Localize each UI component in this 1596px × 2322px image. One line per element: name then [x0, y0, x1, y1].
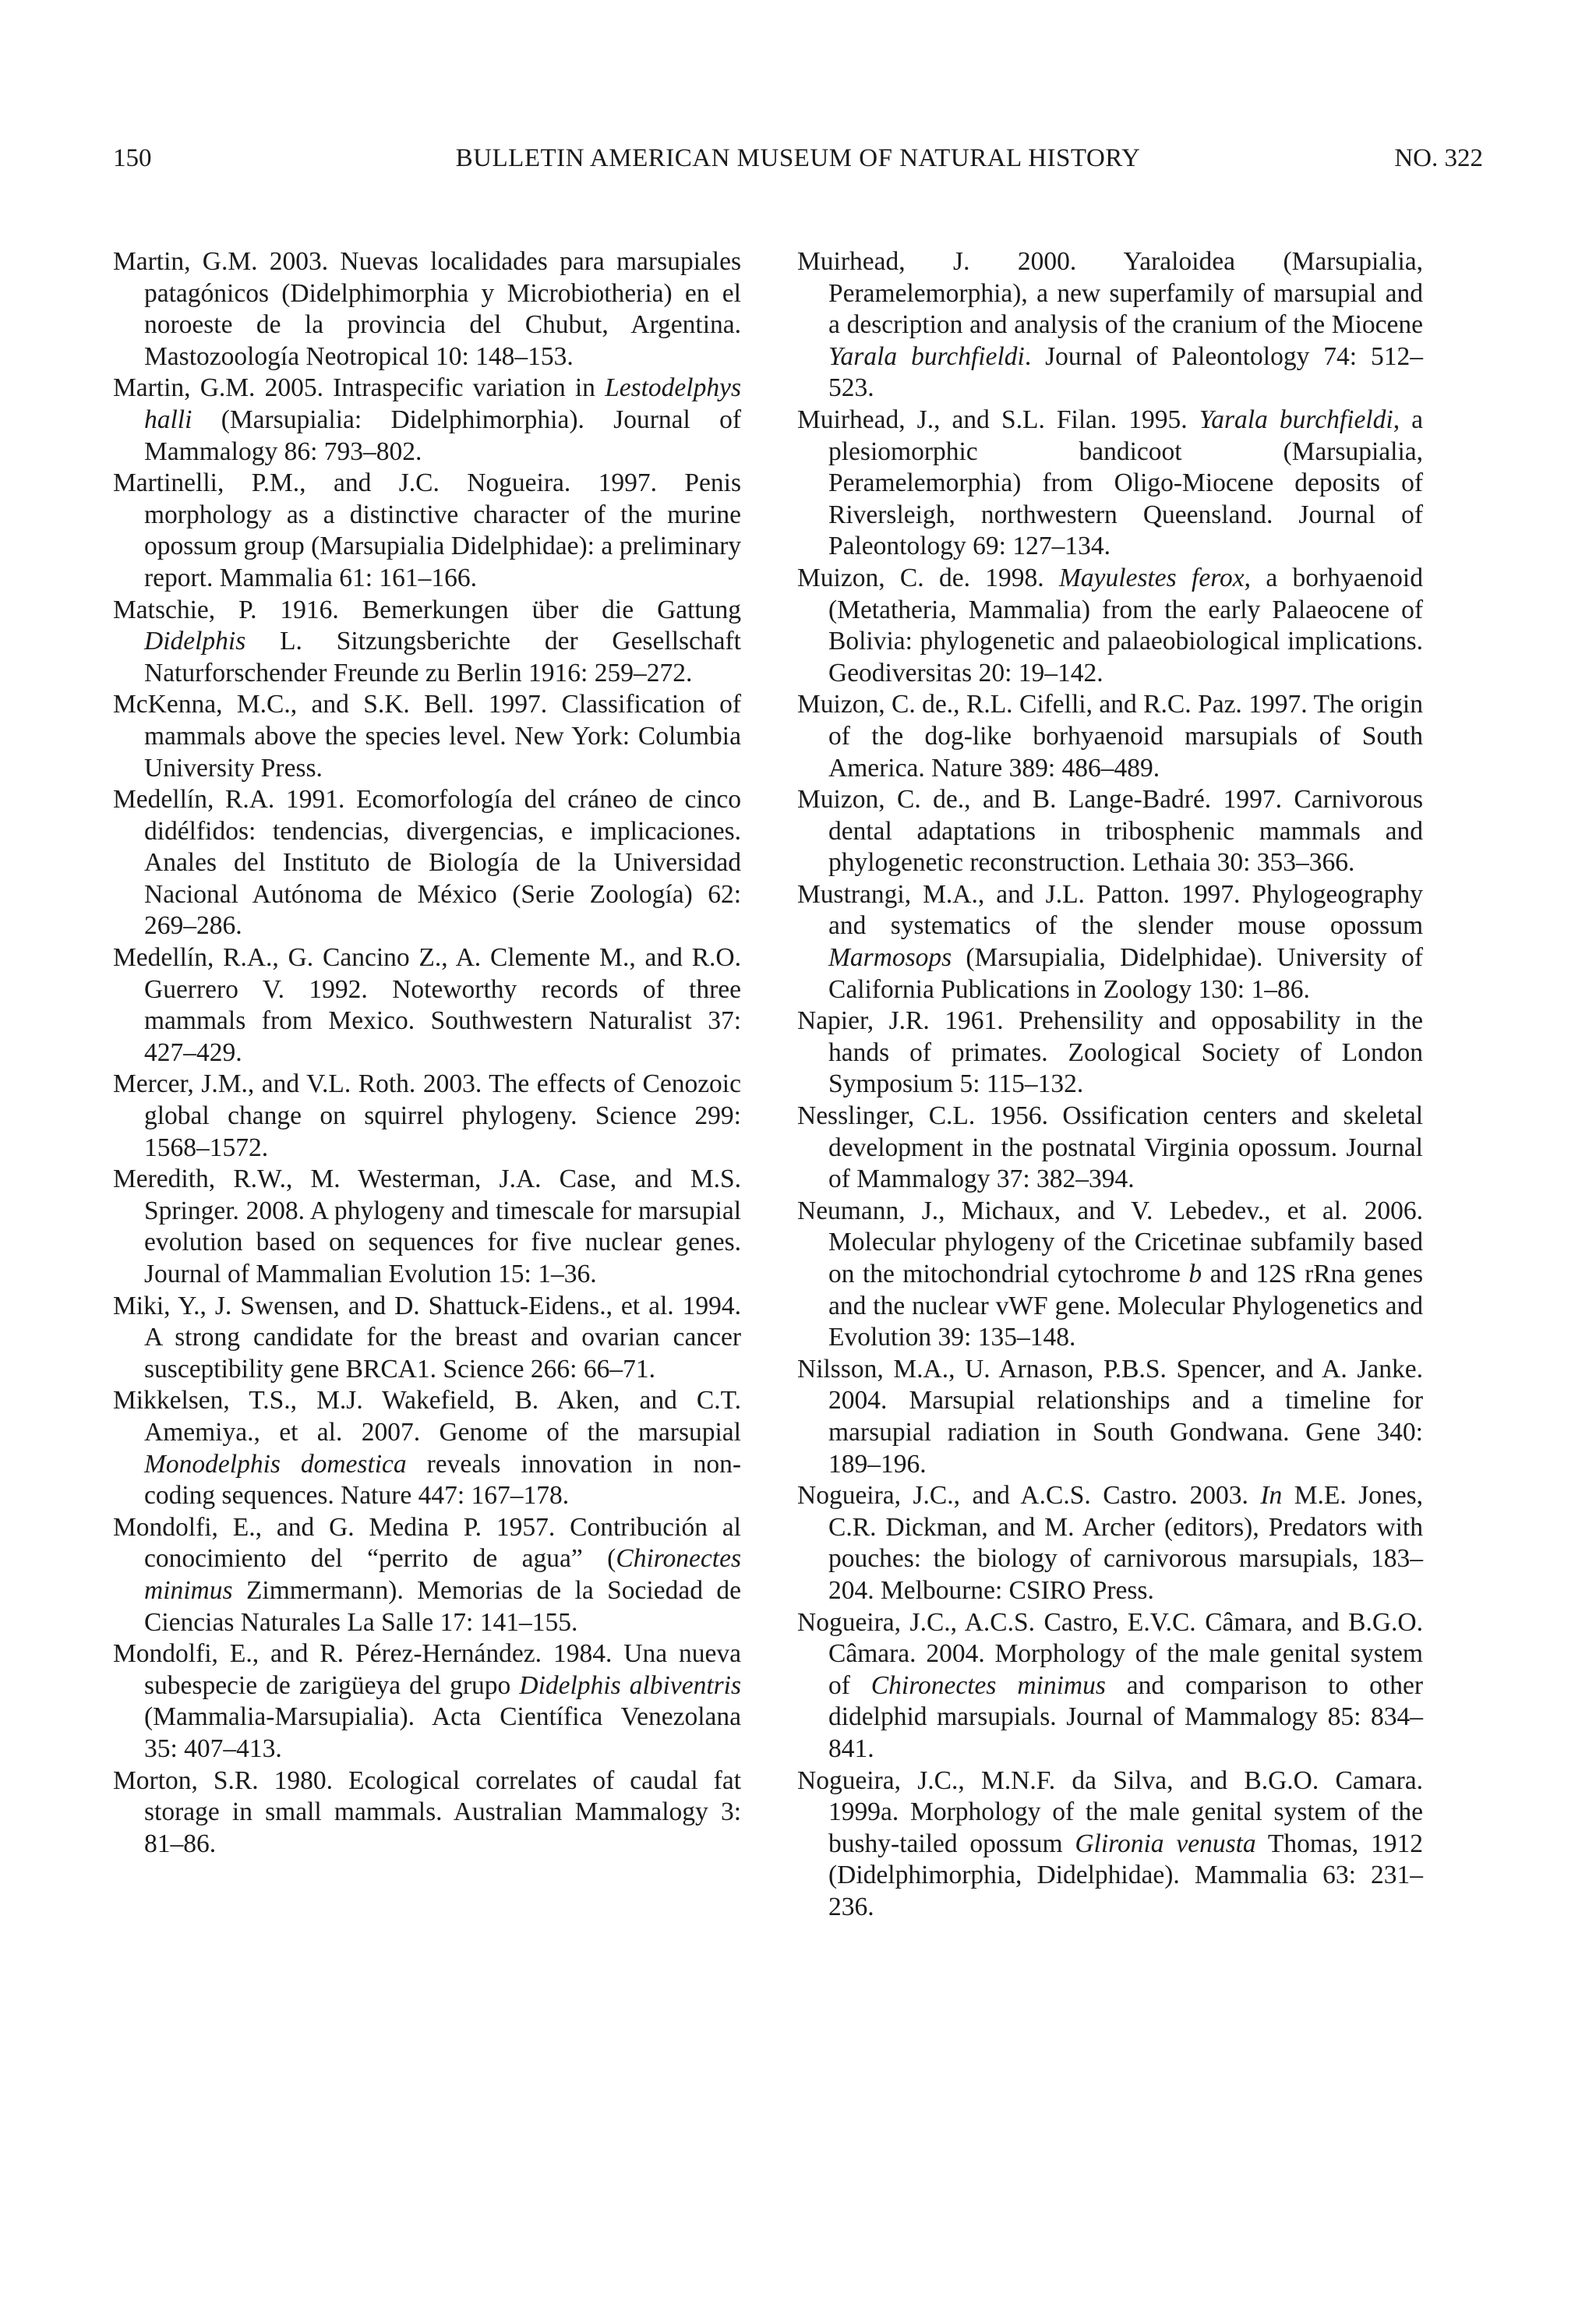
reference-entry — [797, 405, 1423, 563]
reference-entry — [797, 1196, 1423, 1354]
reference-entry — [797, 879, 1423, 1005]
reference-text: McKenna, M.C., and S.K. Bell. 1997. Classification of mammals above the species level. New York: Columbia University Press. — [113, 690, 741, 783]
reference-entry — [797, 1765, 1423, 1924]
reference-text: , a borhyaenoid (Metatheria, Mammalia) from the early Palaeocene of Bolivia: phylogenetic and palaeobiological implications. Geodiversitas 20: 19–142. — [828, 563, 1423, 687]
reference-text: Zimmermann). Memorias de la Sociedad de Ciencias Naturales La Salle 17: 141–155. — [144, 1575, 741, 1637]
reference-text: (Marsupialia: Didelphimorphia). Journal of Mammalogy 86: 793–802. — [144, 405, 741, 466]
reference-text: Mondolfi, E., and G. Medina P. 1957. Contribución al conocimiento del “perrito de agua” ( — [113, 1512, 741, 1574]
reference-text: Muizon, C. de., R.L. Cifelli, and R.C. Paz. 1997. The origin of the dog-like borhyaenoid marsupials of South America. Nature 389: 486–489. — [797, 690, 1423, 783]
reference-entry — [113, 1164, 741, 1290]
reference-text: Miki, Y., J. Swensen, and D. Shattuck-Eidens., et al. 1994. A strong candidate for the breast and ovarian cancer susceptibility gene BRCA1. Science 266: 66–71. — [113, 1291, 741, 1384]
reference-text: Muizon, C. de. 1998. — [797, 563, 1059, 592]
reference-text: and 12S rRna genes and the nuclear vWF gene. Molecular Phylogenetics and Evolution 39: 135–148. — [828, 1260, 1423, 1352]
reference-entry — [113, 784, 741, 942]
italic-text: Lestodelphys halli — [144, 373, 741, 434]
issue-number: NO. 322 — [1394, 144, 1483, 172]
reference-entry — [113, 1512, 741, 1638]
page-number: 150 — [113, 144, 152, 172]
reference-text: Matschie, P. 1916. Bemerkungen über die Gattung — [113, 595, 741, 624]
reference-entry — [113, 1291, 741, 1386]
reference-text: Muirhead, J., and S.L. Filan. 1995. — [797, 405, 1199, 434]
reference-entry — [797, 689, 1423, 784]
reference-text: Napier, J.R. 1961. Prehensility and opposability in the hands of primates. Zoological Society of London Symposium 5: 115–132. — [797, 1006, 1423, 1099]
reference-text: Medellín, R.A. 1991. Ecomorfología del cráneo de cinco didélfidos: tendencias, divergencias, e implicaciones. Anales del Instituto de Biología de la Universidad Nacional Autónoma de México (Serie Zoología) 62: 269–286. — [113, 785, 741, 941]
reference-entry — [113, 373, 741, 468]
reference-entry — [797, 1607, 1423, 1765]
reference-text: Meredith, R.W., M. Westerman, J.A. Case, and M.S. Springer. 2008. A phylogeny and timescale for marsupial evolution based on sequences for five nuclear genes. Journal of Mammalian Evolution 15: 1–36. — [113, 1165, 741, 1288]
reference-text: Morton, S.R. 1980. Ecological correlates of caudal fat storage in small mammals. Australian Mammalogy 3: 81–86. — [113, 1765, 741, 1858]
italic-text: b — [1188, 1260, 1202, 1288]
running-head — [113, 140, 1483, 176]
reference-entry — [113, 1765, 741, 1861]
reference-text: (Mammalia-Marsupialia). Acta Científica Venezolana 35: 407–413. — [144, 1702, 741, 1763]
reference-entry — [797, 1354, 1423, 1480]
italic-text: Chironectes minimus — [144, 1544, 741, 1605]
reference-text: . Journal of Paleontology 74: 512–523. — [828, 341, 1423, 403]
reference-text: Mercer, J.M., and V.L. Roth. 2003. The effects of Cenozoic global change on squirrel phylogeny. Science 299: 1568–1572. — [113, 1069, 741, 1162]
journal-title: BULLETIN AMERICAN MUSEUM OF NATURAL HISTORY — [455, 144, 1141, 172]
reference-text: Martin, G.M. 2003. Nuevas localidades para marsupiales patagónicos (Didelphimorphia y Microbiotheria) en el noroeste de la provincia del Chubut, Argentina. Mastozoología Neotropical 10: 148–153. — [113, 247, 741, 371]
reference-text: Nogueira, J.C., and A.C.S. Castro. 2003. — [797, 1481, 1261, 1511]
reference-text: Neumann, J., Michaux, and V. Lebedev., et al. 2006. Molecular phylogeny of the Cricetinae subfamily based on the mitochondrial cytochrome — [797, 1196, 1423, 1288]
italic-text: Marmosops — [828, 943, 952, 973]
reference-entry — [113, 942, 741, 1069]
reference-text: Mikkelsen, T.S., M.J. Wakefield, B. Aken, and C.T. Amemiya., et al. 2007. Genome of the marsupial — [113, 1386, 741, 1447]
reference-text: Muizon, C. de., and B. Lange-Badré. 1997. Carnivorous dental adaptations in tribosphenic mammals and phylogenetic reconstruction. Lethaia 30: 353–366. — [797, 785, 1423, 878]
reference-entry — [113, 1638, 741, 1765]
reference-text: Nogueira, J.C., A.C.S. Castro, E.V.C. Câmara, and B.G.O. Câmara. 2004. Morphology of the male genital system of — [797, 1607, 1423, 1700]
reference-text: Nilsson, M.A., U. Arnason, P.B.S. Spencer, and A. Janke. 2004. Marsupial relationships and a timeline for marsupial radiation in South Gondwana. Gene 340: 189–196. — [797, 1354, 1423, 1479]
reference-entry — [797, 1005, 1423, 1101]
reference-text: L. Sitzungsberichte der Gesellschaft Naturforschender Freunde zu Berlin 1916: 259–272. — [144, 627, 741, 687]
reference-entry — [113, 595, 741, 690]
references-left-column — [113, 246, 741, 1860]
italic-text: Monodelphis domestica — [144, 1449, 407, 1479]
reference-text: Nogueira, J.C., M.N.F. da Silva, and B.G.O. Camara. 1999a. Morphology of the male genital system of the bushy-tailed opossum — [797, 1765, 1423, 1858]
reference-text: Muirhead, J. 2000. Yaraloidea (Marsupialia, Peramelemorphia), a new superfamily of marsupial and a description and analysis of the cranium of the Miocene — [797, 247, 1423, 340]
reference-entry — [113, 468, 741, 594]
reference-entry — [113, 1385, 741, 1511]
reference-entry — [113, 689, 741, 784]
reference-text: Martinelli, P.M., and J.C. Nogueira. 1997. Penis morphology as a distinctive character of the murine opossum group (Marsupialia Didelphidae): a preliminary report. Mammalia 61: 161–166. — [113, 468, 741, 592]
reference-text: (Marsupialia, Didelphidae). University of California Publications in Zoology 130: 1–86. — [828, 943, 1423, 1004]
italic-text: Didelphis — [144, 627, 246, 656]
reference-text: Medellín, R.A., G. Cancino Z., A. Clemente M., and R.O. Guerrero V. 1992. Noteworthy records of three mammals from Mexico. Southwestern Naturalist 37: 427–429. — [113, 943, 741, 1067]
reference-entry — [113, 1069, 741, 1164]
italic-text: Didelphis albiventris — [519, 1670, 742, 1700]
reference-text: Martin, G.M. 2005. Intraspecific variation in — [113, 373, 606, 403]
reference-entry — [113, 246, 741, 373]
italic-text: Yarala burchfieldi — [828, 341, 1025, 371]
italic-text: Chironectes minimus — [870, 1670, 1106, 1700]
reference-text: reveals innovation in non-coding sequences. Nature 447: 167–178. — [144, 1449, 741, 1511]
reference-entry — [797, 1101, 1423, 1196]
italic-text: Mayulestes ferox — [1059, 563, 1245, 592]
italic-text: In — [1260, 1481, 1283, 1511]
reference-entry — [797, 784, 1423, 879]
reference-entry — [797, 1480, 1423, 1606]
reference-text: and comparison to other didelphid marsupials. Journal of Mammalogy 85: 834–841. — [828, 1670, 1423, 1763]
reference-entry — [797, 563, 1423, 689]
reference-text: , a plesiomorphic bandicoot (Marsupialia, Peramelemorphia) from Oligo-Miocene deposits of Riversleigh, northwestern Queensland. Journal of Paleontology 69: 127–134. — [828, 405, 1424, 561]
reference-text: M.E. Jones, C.R. Dickman, and M. Archer (editors), Predators with pouches: the biology of carnivorous marsupials, 183–204. Melbourne: CSIRO Press. — [828, 1481, 1423, 1605]
italic-text: Glironia venusta — [1075, 1829, 1256, 1858]
reference-text: Mondolfi, E., and R. Pérez-Hernández. 1984. Una nueva subespecie de zarigüeya del grupo — [113, 1639, 741, 1700]
reference-text: Nesslinger, C.L. 1956. Ossification centers and skeletal development in the postnatal Virginia opossum. Journal of Mammalogy 37: 382–394. — [797, 1101, 1423, 1194]
reference-entry — [797, 246, 1423, 405]
references-right-column — [797, 246, 1423, 1923]
reference-text: Mustrangi, M.A., and J.L. Patton. 1997. Phylogeography and systematics of the slender mouse opossum — [797, 879, 1423, 941]
italic-text: Yarala burchfieldi — [1199, 405, 1393, 434]
reference-text: Thomas, 1912 (Didelphimorphia, Didelphidae). Mammalia 63: 231–236. — [828, 1829, 1423, 1921]
